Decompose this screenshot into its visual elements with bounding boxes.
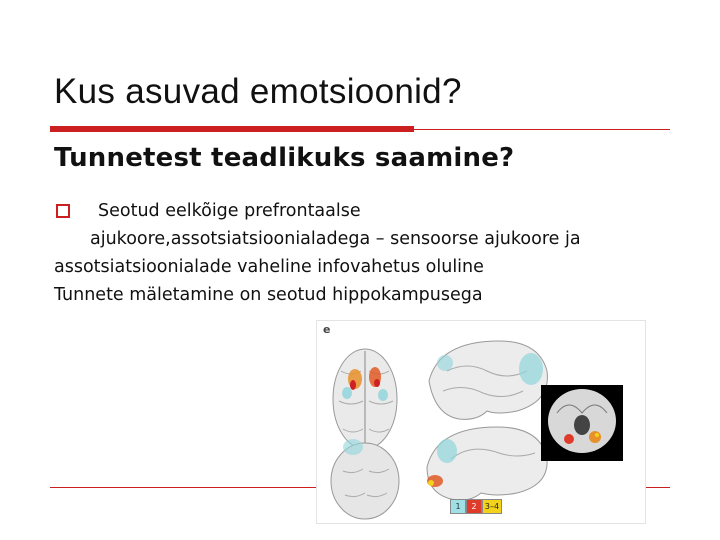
square-bullet-icon	[56, 204, 70, 218]
brain-scans-image	[317, 321, 645, 523]
figure-panel-label: e	[323, 323, 331, 336]
bullet-text-line2: ajukoore,assotsiatsioonialadega – sensoorse ajukoore ja	[90, 229, 581, 249]
body-text	[54, 197, 581, 309]
bullet-text-line1: Seotud eelkõige prefrontaalse	[98, 201, 361, 221]
brain-lateral-view	[429, 341, 547, 419]
body-line4: Tunnete mäletamine on seotud hippokampusega	[54, 285, 483, 305]
brain-medial-view	[427, 427, 547, 500]
legend-item-2: 2	[466, 499, 482, 514]
slide-title: Kus asuvad emotsioonid?	[54, 72, 462, 111]
brain-coronal-slice	[541, 385, 623, 461]
bullet-item	[54, 197, 581, 225]
figure-legend	[450, 499, 502, 514]
body-line3: assotsiatsioonialade vaheline infovahetus oluline	[54, 257, 484, 277]
brain-bottom-view	[331, 439, 399, 519]
legend-item-1: 1	[450, 499, 466, 514]
title-underline-accent	[50, 126, 414, 132]
title-underline-thin	[414, 129, 670, 130]
slide-subtitle: Tunnetest teadlikuks saamine?	[54, 143, 515, 173]
brain-scan-figure	[316, 320, 646, 524]
brain-top-view	[333, 349, 397, 449]
legend-item-3: 3–4	[482, 499, 502, 514]
